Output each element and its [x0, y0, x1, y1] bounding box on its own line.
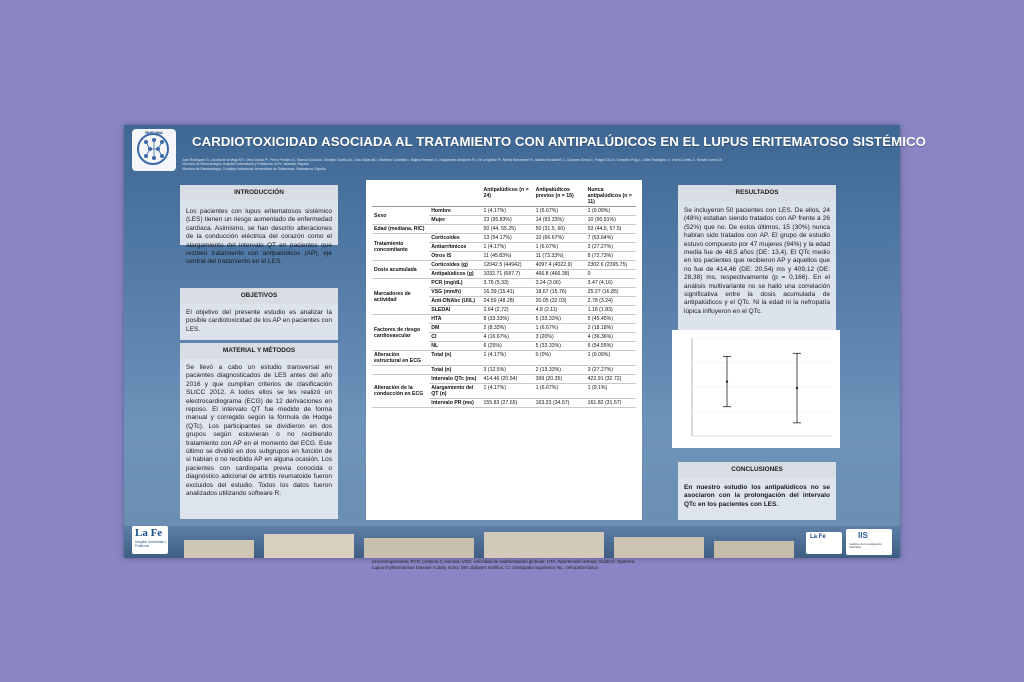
table-cell: 8 (33.33%)	[482, 315, 534, 324]
resultados-panel	[678, 185, 836, 335]
table-row	[372, 375, 636, 384]
table-cell: 5 (33.33%)	[534, 342, 586, 351]
table-cell: 2.78 (3.24)	[586, 297, 636, 306]
rheuma-logo	[132, 129, 176, 171]
iis-logo-sub: Instituto de Investigación Sanitaria	[849, 542, 883, 550]
table-cell: 466.8 (466.38)	[534, 270, 586, 279]
building-image	[714, 541, 794, 558]
table-cell: 5 (45.45%)	[586, 315, 636, 324]
table-group-label: Dosis acumulada	[372, 261, 429, 279]
metodos-panel	[180, 343, 338, 519]
characteristics-table	[372, 186, 636, 408]
table-cell: 1 (6.67%)	[534, 207, 586, 216]
table-sublabel: Corticoides (g)	[429, 261, 481, 270]
table-cell: 2 (13.33%)	[534, 366, 586, 375]
table-cell: 422.91 (32.72)	[586, 375, 636, 384]
table-cell: 11 (45.83%)	[482, 252, 534, 261]
table-header-row	[372, 186, 636, 207]
table-cell: 1 (4.17%)	[482, 351, 534, 366]
conclusiones-panel	[678, 462, 836, 520]
table-cell: 10 (90.91%)	[586, 216, 636, 225]
table-cell: 1 (9.09%)	[586, 207, 636, 216]
table-cell: 6 (25%)	[482, 342, 534, 351]
poster-header	[124, 125, 926, 171]
table-sublabel: Total (n)	[429, 351, 481, 366]
table-cell: 163.33 (34.57)	[534, 399, 586, 408]
table-cell: 50 (44, 55.25)	[482, 225, 534, 234]
table-group-label: Tratamiento concomitante	[372, 234, 429, 261]
table-cell: 2 (18.18%)	[586, 324, 636, 333]
table-cell: 3 (20%)	[534, 333, 586, 342]
table-cell: 53 (44.5, 57.5)	[586, 225, 636, 234]
table-sublabel: VSG (mm/h)	[429, 288, 481, 297]
table-cell: 13 (54.17%)	[482, 234, 534, 243]
table-caption-text: inmunosupresores; PCR: proteína C reactiva; VSG: velocidad de sedimentación globular; HTA: hipertensión arterial; SLEDAI: Systemic Lupus Erythematosus Disease Activity Index; DM: diabetes mellitus; CI: cardiopatía isquémica; NL: nefropatía lúpica	[372, 559, 635, 570]
conclusiones-text: En nuestro estudio los antipalúdicos no se asociaron con la prolongación del intervalo QTc en los pacientes con LES.	[684, 484, 830, 508]
table-cell: 3.47 (4.16)	[586, 279, 636, 288]
table-cell: 12042.5 (44942)	[482, 261, 534, 270]
table-cell: 0 (0%)	[534, 351, 586, 366]
footer-panorama	[124, 526, 900, 558]
table-cell: 14 (93.33%)	[534, 216, 586, 225]
table-cell: 11 (73.33%)	[534, 252, 586, 261]
table-sublabel	[429, 225, 481, 234]
table-header-cell: Antipalúdicos (n = 24)	[482, 186, 534, 207]
table-sublabel: Total (n)	[429, 366, 481, 375]
lafe-logo-sub: Hospital Universitari i Politècnic	[135, 540, 166, 548]
table-sublabel: Antipalúdicos (g)	[429, 270, 481, 279]
affiliation-2: ²Servicio de Reumatología, Complejo Asistencial Universitario de Salamanca, Salamanca, España	[182, 166, 326, 171]
objetivos-text: El objetivo del presente estudio es analizar la posible cardiotoxicidad de los AP en pacientes con LES.	[186, 309, 332, 333]
table-cell: 1 (4.17%)	[482, 384, 534, 399]
table-group-label	[372, 366, 429, 375]
qtc-chart-panel	[672, 330, 840, 448]
table-sublabel: CI	[429, 333, 481, 342]
lafe-logo-name: La Fe	[135, 527, 163, 539]
table-row	[372, 207, 636, 216]
metodos-text: Se llevó a cabo un estudio transversal en pacientes diagnosticados de LES antes del año 2016 y que cumplían criterios de clasificación SLICC 2012. A todos ellos se les realizó un electrocardiograma (ECG) de 12 derivaciones en reposo. El intervalo QT fue medido de forma manual y corregido según la fórmula de Hodge (QTc). Los participantes se dividieron en dos grupos según estuvieran o no recibiendo tratamiento con AP en el momento del ECG. Este último se dividió en dos subgrupos en función de si habían o no recibido AP en alguna ocasión. Los pacientes con cardiopatía previa conocida o diagnóstico adicional de artritis reumatoide fueron excluidos del estudio. Todos los datos fueron analizados utilizando software R.	[186, 364, 332, 498]
building-image	[484, 532, 604, 558]
poster-title: CARDIOTOXICIDAD ASOCIADA AL TRATAMIENTO CON ANTIPALÚDICOS EN EL LUPUS ERITEMATOSO SISTÉMICO	[192, 134, 926, 149]
table-cell: 16.39 (15.41)	[482, 288, 534, 297]
table-sublabel: Intervalo QTc (ms)	[429, 375, 481, 384]
table-cell: 8 (72.73%)	[586, 252, 636, 261]
authors	[182, 158, 894, 171]
table-cell: 7 (63.64%)	[586, 234, 636, 243]
table-cell: 1 (4.17%)	[482, 207, 534, 216]
table-sublabel: Mujer	[429, 216, 481, 225]
table-header-cell	[429, 186, 481, 207]
table-cell: 3.76 (5.33)	[482, 279, 534, 288]
table-row	[372, 261, 636, 270]
table-cell: 1 (4.17%)	[482, 243, 534, 252]
table-sublabel: HTA	[429, 315, 481, 324]
table-cell: 2302.6 (2395.75)	[586, 261, 636, 270]
characteristics-table-panel	[366, 180, 642, 570]
poster	[124, 125, 926, 570]
table-sublabel: Corticoides	[429, 234, 481, 243]
table-group-label: Edad (mediana, RIC)	[372, 225, 429, 234]
table-cell: 3.24 (3.06)	[534, 279, 586, 288]
table-sublabel: Antiarritmicos	[429, 243, 481, 252]
table-cell: 50 (31.5, 60)	[534, 225, 586, 234]
building-image	[264, 534, 354, 558]
table-cell: 20.05 (32.03)	[534, 297, 586, 306]
table-group-label: Alteración de la conducción en ECG	[372, 375, 429, 408]
table-row	[372, 234, 636, 243]
building-image	[184, 540, 254, 558]
table-cell: 161.82 (31.57)	[586, 399, 636, 408]
table-cell: 25.27 (16.85)	[586, 288, 636, 297]
table-sublabel: Intervalo PR (ms)	[429, 399, 481, 408]
table-cell: 2.64 (2.72)	[482, 306, 534, 315]
table-cell: 399 (20.35)	[534, 375, 586, 384]
table-sublabel: DM	[429, 324, 481, 333]
table-cell: 1.18 (1.83)	[586, 306, 636, 315]
table-cell: 4 (16.67%)	[482, 333, 534, 342]
table-cell: 23 (95.83%)	[482, 216, 534, 225]
table-cell: 3 (27.27%)	[586, 243, 636, 252]
building-image	[614, 537, 704, 558]
table-cell: 24.59 (48.28)	[482, 297, 534, 306]
table-cell: 1 (6.67%)	[534, 243, 586, 252]
author-list: José Rodríguez G¹, Acosta de la Vega MT¹, Vera García P¹, Pérez Perales C¹, Ramos García A², Morales Ocaña JA¹, Grau Solas ML¹, Martínez Cordellat I¹, Nájera Herranz C¹, Negueroles Albuixech R¹, De La Iglesia P¹, Núñez Benavente F¹, Alcañiz Escandell C¹, Cánovas Olmos I¹, Fragio Gil JJ¹, González Puig L¹, Oller Rodríguez J¹, Ivorra Cortés J¹, Román Ivorra JA¹	[182, 158, 723, 162]
table-header-cell	[372, 186, 429, 207]
iis-logo-name: IIS	[858, 531, 868, 540]
table-cell: 4.8 (2.11)	[534, 306, 586, 315]
table-group-label: Marcadores de actividad	[372, 279, 429, 315]
table-sublabel: NL	[429, 342, 481, 351]
table-row	[372, 315, 636, 324]
conclusiones-heading: CONCLUSIONES	[678, 462, 836, 478]
iis-logo	[846, 529, 892, 555]
qtc-chart	[672, 330, 840, 448]
affiliation-1: ¹Servicio de Reumatología, Hospital Universitario y Politécnico la Fe, Valencia, España	[182, 162, 309, 167]
table-cell: 1 (6.67%)	[534, 384, 586, 399]
table-sublabel: SLEDAI	[429, 306, 481, 315]
table-row	[372, 279, 636, 288]
table-cell: 18.67 (15.76)	[534, 288, 586, 297]
logo2-name: La Fe	[810, 534, 826, 540]
table-cell: 3 (27.27%)	[586, 366, 636, 375]
intro-heading: INTRODUCCIÓN	[180, 185, 338, 201]
table-row	[372, 366, 636, 375]
table-cell: 2 (8.33%)	[482, 324, 534, 333]
table-sublabel: Anti-DNAbc (UI/L)	[429, 297, 481, 306]
table-cell: 4097.4 (4022.9)	[534, 261, 586, 270]
mean-point	[726, 380, 728, 382]
table-sublabel: Hombre	[429, 207, 481, 216]
table-cell: 6 (54.55%)	[586, 342, 636, 351]
metodos-heading: MATERIAL Y MÉTODOS	[180, 343, 338, 359]
mean-point	[796, 387, 798, 389]
table-cell: 1 (6.67%)	[534, 324, 586, 333]
building-image	[364, 538, 474, 558]
table-row	[372, 351, 636, 366]
table-sublabel: Otros IS	[429, 252, 481, 261]
table-cell: 155.83 (27.65)	[482, 399, 534, 408]
resultados-heading: RESULTADOS	[678, 185, 836, 201]
table-group-label: Sexo	[372, 207, 429, 225]
table-header-cell: Nunca antipalúdicos (n = 11)	[586, 186, 636, 207]
table-header-cell: Antipalúdicos previos (n = 15)	[534, 186, 586, 207]
table-group-label: Alteración estructural en ECG	[372, 351, 429, 366]
table-body	[372, 207, 636, 408]
lafe-secondary-logo	[806, 532, 842, 554]
table-sublabel: Alargamiento del QT (n)	[429, 384, 481, 399]
table-cell: 10 (66.67%)	[534, 234, 586, 243]
table-cell: 0	[586, 270, 636, 279]
objetivos-heading: OBJETIVOS	[180, 288, 338, 304]
logo-text: RHEUMA	[145, 130, 163, 135]
intro-text: Los pacientes con lupus eritematosos sistémico (LES) tienen un riesgo aumentado de enfermedad cardiaca. Asimismo, se han descrito alteraciones de la conducción eléctrica del corazón como el alargamiento del intervalo QT en pacientes que reciben tratamiento con antipalúdicos (AP), eje central del tratamiento en el LES.	[186, 208, 332, 266]
table-cell: 1032.71 (687.7)	[482, 270, 534, 279]
table-sublabel: PCR (mg/dL)	[429, 279, 481, 288]
intro-panel	[180, 185, 338, 266]
table-cell: 414.46 (20.54)	[482, 375, 534, 384]
table-cell: 1 (9.1%)	[586, 384, 636, 399]
logo-molecule-icon	[132, 129, 176, 171]
table-row	[372, 225, 636, 234]
table-cell: 3 (12.5%)	[482, 366, 534, 375]
table-cell: 1 (9.09%)	[586, 351, 636, 366]
lafe-hospital-logo	[132, 526, 168, 554]
resultados-text: Se incluyeron 50 pacientes con LES. De ellos, 24 (48%) estaban siendo tratados con AP frente a 26 (52%) que no. De estos últimos, 15 (30%) nunca habían sido tratados con AP. El grupo de estudio estuvo compuesto por 47 mujeres (94%) y la edad media fue de 48,5 años (DE: 13,4). El QTc medio en los pacientes que recibieron AP y aquellos que no fue de 414,46 (DE: 20,54) ms y 409,12 (DE: 28,38) ms, respectivamente (p = 0,166). En el análisis multivariante no se halló una correlación significativa entre la dosis acumulada de antipalúdicos y el QTc. Ni la edad ni la nefropatía lúpica influyeron en el QTc.	[684, 207, 830, 315]
table-cell: 4 (36.36%)	[586, 333, 636, 342]
table-cell: 5 (33.33%)	[534, 315, 586, 324]
table-group-label: Factores de riesgo cardiovascular	[372, 315, 429, 351]
objetivos-panel	[180, 288, 338, 340]
